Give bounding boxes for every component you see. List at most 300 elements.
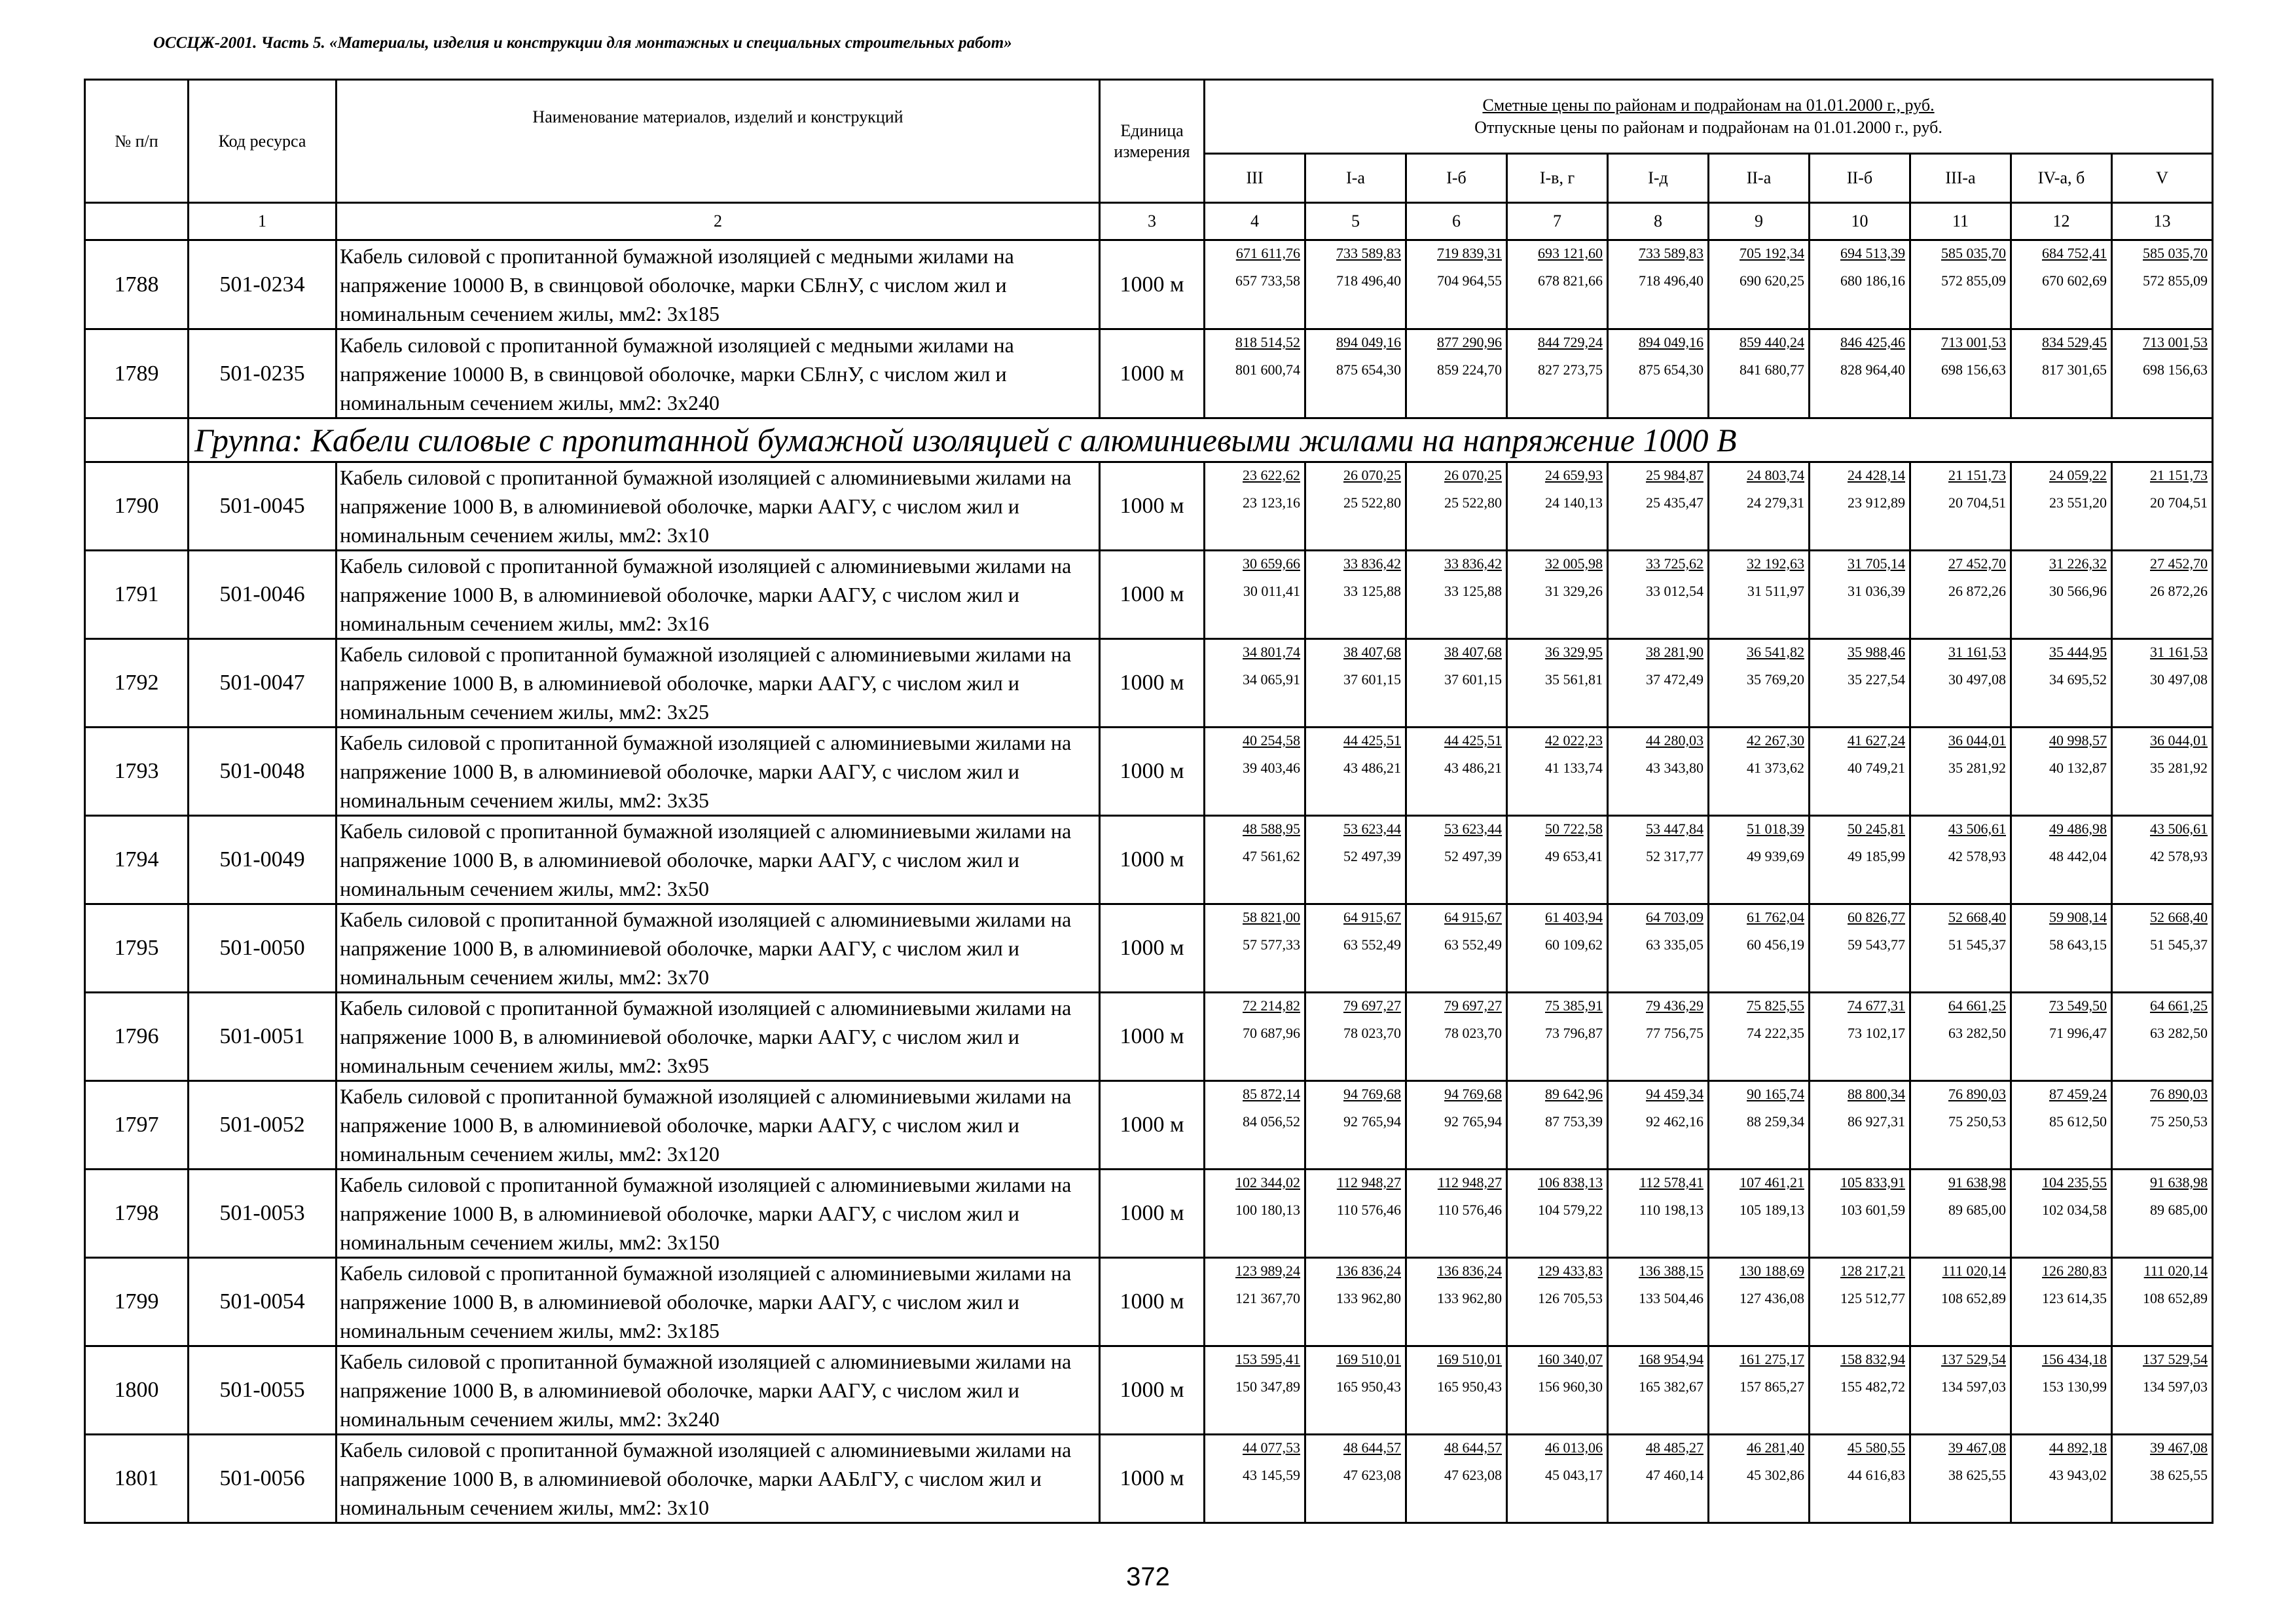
estimate-price: 46 281,40	[1747, 1439, 1804, 1456]
release-price: 47 460,14	[1646, 1467, 1704, 1483]
release-price: 51 545,37	[1948, 936, 2006, 953]
price-cell	[1406, 1170, 1507, 1258]
prices-estimate-title: Сметные цены по районам и подрайонам на 01.01.2000 г., руб.	[1482, 96, 1935, 115]
price-cell	[1810, 240, 1910, 329]
estimate-price: 733 589,83	[1336, 245, 1401, 261]
estimate-price: 44 077,53	[1243, 1439, 1300, 1456]
row-number: 1801	[85, 1435, 189, 1523]
price-cell	[1810, 639, 1910, 728]
price-cell	[1709, 728, 1810, 816]
release-price: 572 855,09	[1941, 272, 2006, 289]
table-row	[85, 816, 2213, 904]
estimate-price: 705 192,34	[1740, 245, 1804, 261]
estimate-price: 112 948,27	[1437, 1174, 1502, 1190]
price-cell	[1709, 462, 1810, 551]
price-cell	[1608, 993, 1709, 1081]
release-price: 718 496,40	[1336, 272, 1401, 289]
price-cell	[1205, 1435, 1305, 1523]
price-cell	[1608, 462, 1709, 551]
estimate-price: 33 836,42	[1343, 555, 1401, 572]
row-number: 1798	[85, 1170, 189, 1258]
price-cell	[2112, 329, 2213, 418]
release-price: 121 367,70	[1235, 1290, 1300, 1306]
price-cell	[1205, 462, 1305, 551]
row-number: 1795	[85, 904, 189, 993]
price-cell	[1608, 329, 1709, 418]
release-price: 92 462,16	[1646, 1113, 1704, 1130]
release-price: 100 180,13	[1235, 1202, 1300, 1218]
group-row	[85, 418, 2213, 462]
release-price: 110 576,46	[1336, 1202, 1401, 1218]
price-cell	[1507, 1081, 1608, 1170]
release-price: 52 497,39	[1444, 848, 1502, 864]
estimate-price: 130 188,69	[1740, 1263, 1804, 1279]
price-cell	[1305, 728, 1406, 816]
release-price: 698 156,63	[1941, 361, 2006, 378]
column-number: 7	[1507, 203, 1608, 240]
price-cell	[2011, 639, 2112, 728]
estimate-price: 24 059,22	[2049, 467, 2107, 483]
estimate-price: 38 407,68	[1343, 644, 1401, 660]
price-cell	[2011, 1170, 2112, 1258]
region-header: I-в, г	[1507, 154, 1608, 203]
estimate-price: 693 121,60	[1538, 245, 1603, 261]
price-cell	[1910, 1258, 2011, 1346]
release-price: 57 577,33	[1243, 936, 1300, 953]
table-row	[85, 639, 2213, 728]
price-cell	[2011, 1081, 2112, 1170]
table-row	[85, 1435, 2213, 1523]
estimate-price: 104 235,55	[2042, 1174, 2107, 1190]
estimate-price: 27 452,70	[1948, 555, 2006, 572]
column-number: 12	[2011, 203, 2112, 240]
unit-of-measure: 1000 м	[1100, 993, 1205, 1081]
estimate-price: 877 290,96	[1437, 334, 1502, 350]
resource-code: 501-0049	[189, 816, 337, 904]
estimate-price: 61 403,94	[1545, 909, 1603, 925]
column-number-row	[85, 203, 2213, 240]
prices-header	[1205, 80, 2213, 154]
release-price: 133 504,46	[1639, 1290, 1704, 1306]
price-cell	[1406, 240, 1507, 329]
region-header: V	[2112, 154, 2213, 203]
price-table	[84, 79, 2214, 1524]
price-cell	[1910, 1346, 2011, 1435]
estimate-price: 33 725,62	[1646, 555, 1704, 572]
estimate-price: 671 611,76	[1235, 245, 1300, 261]
col-header-code: Код ресурса	[189, 80, 337, 203]
row-number: 1789	[85, 329, 189, 418]
release-price: 49 939,69	[1747, 848, 1804, 864]
price-cell	[1910, 462, 2011, 551]
estimate-price: 24 428,14	[1848, 467, 1905, 483]
release-price: 48 442,04	[2049, 848, 2107, 864]
price-cell	[1810, 1081, 1910, 1170]
price-cell	[1507, 551, 1608, 639]
price-cell	[2011, 728, 2112, 816]
region-header: I-д	[1608, 154, 1709, 203]
region-header: III	[1205, 154, 1305, 203]
release-price: 85 612,50	[2049, 1113, 2107, 1130]
price-cell	[2112, 904, 2213, 993]
release-price: 134 597,03	[1941, 1378, 2006, 1395]
estimate-price: 33 836,42	[1444, 555, 1502, 572]
estimate-price: 136 388,15	[1639, 1263, 1704, 1279]
estimate-price: 153 595,41	[1235, 1351, 1300, 1367]
estimate-price: 684 752,41	[2042, 245, 2107, 261]
estimate-price: 156 434,18	[2042, 1351, 2107, 1367]
column-number: 13	[2112, 203, 2213, 240]
unit-of-measure: 1000 м	[1100, 329, 1205, 418]
price-cell	[1507, 462, 1608, 551]
price-cell	[1910, 1081, 2011, 1170]
price-cell	[1305, 639, 1406, 728]
price-cell	[1810, 904, 1910, 993]
release-price: 60 456,19	[1747, 936, 1804, 953]
material-name: Кабель силовой с пропитанной бумажной изоляцией с алюминиевыми жилами на напряжение 1000 В, в алюминиевой оболочке, марки ААГУ, с числом жил и номинальным сечением жилы, мм2: 3x70	[337, 904, 1100, 993]
estimate-price: 23 622,62	[1243, 467, 1300, 483]
estimate-price: 64 915,67	[1343, 909, 1401, 925]
price-cell	[1406, 816, 1507, 904]
price-cell	[1507, 728, 1608, 816]
row-number: 1800	[85, 1346, 189, 1435]
price-cell	[1305, 462, 1406, 551]
estimate-price: 38 281,90	[1646, 644, 1704, 660]
estimate-price: 136 836,24	[1437, 1263, 1502, 1279]
estimate-price: 26 070,25	[1444, 467, 1502, 483]
release-price: 52 497,39	[1343, 848, 1401, 864]
price-cell	[1507, 639, 1608, 728]
resource-code: 501-0234	[189, 240, 337, 329]
release-price: 23 912,89	[1848, 494, 1905, 511]
release-price: 127 436,08	[1740, 1290, 1804, 1306]
estimate-price: 53 623,44	[1444, 821, 1502, 837]
release-price: 63 552,49	[1444, 936, 1502, 953]
release-price: 70 687,96	[1243, 1025, 1300, 1041]
row-number: 1790	[85, 462, 189, 551]
col-header-num: № п/п	[85, 80, 189, 203]
price-cell	[2011, 551, 2112, 639]
price-cell	[2011, 816, 2112, 904]
price-cell	[1709, 993, 1810, 1081]
price-cell	[1810, 551, 1910, 639]
estimate-price: 44 280,03	[1646, 732, 1704, 748]
release-price: 678 821,66	[1538, 272, 1603, 289]
material-name: Кабель силовой с пропитанной бумажной изоляцией с алюминиевыми жилами на напряжение 1000 В, в алюминиевой оболочке, марки ААГУ, с числом жил и номинальным сечением жилы, мм2: 3x16	[337, 551, 1100, 639]
estimate-price: 43 506,61	[2150, 821, 2208, 837]
release-price: 859 224,70	[1437, 361, 1502, 378]
column-number: 5	[1305, 203, 1406, 240]
release-price: 52 317,77	[1646, 848, 1704, 864]
release-price: 51 545,37	[2150, 936, 2208, 953]
price-cell	[1406, 551, 1507, 639]
estimate-price: 64 661,25	[2150, 997, 2208, 1014]
page-number: 372	[1126, 1562, 1170, 1591]
release-price: 43 145,59	[1243, 1467, 1300, 1483]
estimate-price: 36 541,82	[1747, 644, 1804, 660]
row-number: 1791	[85, 551, 189, 639]
estimate-price: 111 020,14	[1942, 1263, 2006, 1279]
material-name: Кабель силовой с пропитанной бумажной изоляцией с алюминиевыми жилами на напряжение 1000 В, в алюминиевой оболочке, марки ААГУ, с числом жил и номинальным сечением жилы, мм2: 3x240	[337, 1346, 1100, 1435]
release-price: 31 329,26	[1545, 583, 1603, 599]
release-price: 39 403,46	[1243, 760, 1300, 776]
estimate-price: 31 161,53	[1948, 644, 2006, 660]
material-name: Кабель силовой с пропитанной бумажной изоляцией с алюминиевыми жилами на напряжение 1000 В, в алюминиевой оболочке, марки ААГУ, с числом жил и номинальным сечением жилы, мм2: 3x10	[337, 462, 1100, 551]
release-price: 43 486,21	[1343, 760, 1401, 776]
region-header: I-а	[1305, 154, 1406, 203]
material-name: Кабель силовой с пропитанной бумажной изоляцией с алюминиевыми жилами на напряжение 1000 В, в алюминиевой оболочке, марки ААГУ, с числом жил и номинальным сечением жилы, мм2: 3x95	[337, 993, 1100, 1081]
release-price: 133 962,80	[1336, 1290, 1401, 1306]
estimate-price: 585 035,70	[1941, 245, 2006, 261]
release-price: 47 623,08	[1444, 1467, 1502, 1483]
group-row-spacer	[85, 418, 189, 462]
table-row	[85, 1258, 2213, 1346]
price-cell	[2011, 1346, 2112, 1435]
column-number: 9	[1709, 203, 1810, 240]
release-price: 30 011,41	[1243, 583, 1300, 599]
price-cell	[1305, 1346, 1406, 1435]
release-price: 42 578,93	[1948, 848, 2006, 864]
table-row	[85, 904, 2213, 993]
price-cell	[2112, 1081, 2213, 1170]
price-cell	[1608, 728, 1709, 816]
price-cell	[1910, 551, 2011, 639]
price-cell	[1810, 329, 1910, 418]
estimate-price: 38 407,68	[1444, 644, 1502, 660]
estimate-price: 160 340,07	[1538, 1351, 1603, 1367]
column-number: 8	[1608, 203, 1709, 240]
estimate-price: 107 461,21	[1740, 1174, 1804, 1190]
release-price: 92 765,94	[1444, 1113, 1502, 1130]
price-cell	[1205, 240, 1305, 329]
price-cell	[1709, 1170, 1810, 1258]
release-price: 125 512,77	[1840, 1290, 1905, 1306]
price-cell	[2011, 1435, 2112, 1523]
estimate-price: 79 697,27	[1444, 997, 1502, 1014]
estimate-price: 31 705,14	[1848, 555, 1905, 572]
column-number: 2	[337, 203, 1100, 240]
estimate-price: 24 803,74	[1747, 467, 1804, 483]
release-price: 71 996,47	[2049, 1025, 2107, 1041]
price-cell	[1910, 904, 2011, 993]
release-price: 670 602,69	[2042, 272, 2107, 289]
price-cell	[1507, 1346, 1608, 1435]
release-price: 23 123,16	[1243, 494, 1300, 511]
estimate-price: 24 659,93	[1545, 467, 1603, 483]
region-header: III-а	[1910, 154, 2011, 203]
estimate-price: 44 425,51	[1444, 732, 1502, 748]
release-price: 35 561,81	[1545, 671, 1603, 688]
price-cell	[1608, 1258, 1709, 1346]
estimate-price: 50 722,58	[1545, 821, 1603, 837]
estimate-price: 48 485,27	[1646, 1439, 1704, 1456]
price-cell	[1709, 551, 1810, 639]
release-price: 43 943,02	[2049, 1467, 2107, 1483]
price-cell	[1507, 1435, 1608, 1523]
estimate-price: 859 440,24	[1740, 334, 1804, 350]
estimate-price: 46 013,06	[1545, 1439, 1603, 1456]
release-price: 43 343,80	[1646, 760, 1704, 776]
material-name: Кабель силовой с пропитанной бумажной изоляцией с медными жилами на напряжение 10000 В, в свинцовой оболочке, марки СБлнУ, с числом жил и номинальным сечением жилы, мм2: 3x240	[337, 329, 1100, 418]
price-cell	[1205, 816, 1305, 904]
release-price: 30 566,96	[2049, 583, 2107, 599]
release-price: 841 680,77	[1740, 361, 1804, 378]
material-name: Кабель силовой с пропитанной бумажной изоляцией с алюминиевыми жилами на напряжение 1000 В, в алюминиевой оболочке, марки ААГУ, с числом жил и номинальным сечением жилы, мм2: 3x35	[337, 728, 1100, 816]
estimate-price: 169 510,01	[1437, 1351, 1502, 1367]
material-name: Кабель силовой с пропитанной бумажной изоляцией с алюминиевыми жилами на напряжение 1000 В, в алюминиевой оболочке, марки ААГУ, с числом жил и номинальным сечением жилы, мм2: 3x150	[337, 1170, 1100, 1258]
price-cell	[1205, 639, 1305, 728]
table-row	[85, 240, 2213, 329]
price-cell	[1709, 639, 1810, 728]
column-number: 6	[1406, 203, 1507, 240]
unit-of-measure: 1000 м	[1100, 1258, 1205, 1346]
column-number: 10	[1810, 203, 1910, 240]
prices-release-title: Отпускные цены по районам и подрайонам на 01.01.2000 г., руб.	[1474, 118, 1942, 137]
estimate-price: 64 915,67	[1444, 909, 1502, 925]
release-price: 88 259,34	[1747, 1113, 1804, 1130]
release-price: 34 695,52	[2049, 671, 2107, 688]
release-price: 801 600,74	[1235, 361, 1300, 378]
release-price: 165 382,67	[1639, 1378, 1704, 1395]
price-cell	[2011, 240, 2112, 329]
group-label: Группа: Кабели силовые с пропитанной бумажной изоляцией с алюминиевыми жилами на напряжение 1000 В	[189, 418, 2213, 462]
price-cell	[1406, 993, 1507, 1081]
release-price: 26 872,26	[1948, 583, 2006, 599]
price-cell	[1608, 551, 1709, 639]
estimate-price: 40 998,57	[2049, 732, 2107, 748]
price-cell	[1810, 993, 1910, 1081]
price-cell	[1608, 904, 1709, 993]
release-price: 73 796,87	[1545, 1025, 1603, 1041]
estimate-price: 53 447,84	[1646, 821, 1704, 837]
material-name: Кабель силовой с пропитанной бумажной изоляцией с медными жилами на напряжение 10000 В, в свинцовой оболочке, марки СБлнУ, с числом жил и номинальным сечением жилы, мм2: 3x185	[337, 240, 1100, 329]
row-number: 1794	[85, 816, 189, 904]
release-price: 33 125,88	[1343, 583, 1401, 599]
price-cell	[1507, 816, 1608, 904]
release-price: 657 733,58	[1235, 272, 1300, 289]
estimate-price: 91 638,98	[1948, 1174, 2006, 1190]
price-cell	[2112, 993, 2213, 1081]
estimate-price: 53 623,44	[1343, 821, 1401, 837]
release-price: 35 281,92	[1948, 760, 2006, 776]
resource-code: 501-0052	[189, 1081, 337, 1170]
estimate-price: 50 245,81	[1848, 821, 1905, 837]
release-price: 698 156,63	[2143, 361, 2208, 378]
estimate-price: 35 444,95	[2049, 644, 2107, 660]
price-cell	[1910, 1170, 2011, 1258]
estimate-price: 585 035,70	[2143, 245, 2208, 261]
release-price: 84 056,52	[1243, 1113, 1300, 1130]
release-price: 104 579,22	[1538, 1202, 1603, 1218]
release-price: 102 034,58	[2042, 1202, 2107, 1218]
price-cell	[1406, 639, 1507, 728]
estimate-price: 42 022,23	[1545, 732, 1603, 748]
price-cell	[1810, 462, 1910, 551]
price-cell	[1910, 816, 2011, 904]
row-number: 1797	[85, 1081, 189, 1170]
estimate-price: 733 589,83	[1639, 245, 1704, 261]
price-cell	[1709, 1346, 1810, 1435]
release-price: 30 497,08	[1948, 671, 2006, 688]
release-price: 92 765,94	[1343, 1113, 1401, 1130]
price-cell	[1406, 1346, 1507, 1435]
unit-of-measure: 1000 м	[1100, 1435, 1205, 1523]
resource-code: 501-0048	[189, 728, 337, 816]
release-price: 78 023,70	[1444, 1025, 1502, 1041]
row-number: 1788	[85, 240, 189, 329]
estimate-price: 30 659,66	[1243, 555, 1300, 572]
price-cell	[1205, 993, 1305, 1081]
price-cell	[1305, 1081, 1406, 1170]
column-number-empty	[85, 203, 189, 240]
price-cell	[1608, 1170, 1709, 1258]
release-price: 155 482,72	[1840, 1378, 1905, 1395]
estimate-price: 45 580,55	[1848, 1439, 1905, 1456]
estimate-price: 59 908,14	[2049, 909, 2107, 925]
release-price: 75 250,53	[1948, 1113, 2006, 1130]
region-header: I-б	[1406, 154, 1507, 203]
price-cell	[2112, 816, 2213, 904]
release-price: 33 125,88	[1444, 583, 1502, 599]
estimate-price: 64 661,25	[1948, 997, 2006, 1014]
price-cell	[2112, 639, 2213, 728]
estimate-price: 73 549,50	[2049, 997, 2107, 1014]
estimate-price: 111 020,14	[2143, 1263, 2208, 1279]
table-row	[85, 728, 2213, 816]
price-cell	[1205, 329, 1305, 418]
price-cell	[2112, 551, 2213, 639]
unit-of-measure: 1000 м	[1100, 462, 1205, 551]
estimate-price: 126 280,83	[2042, 1263, 2107, 1279]
price-cell	[1709, 329, 1810, 418]
release-price: 827 273,75	[1538, 361, 1603, 378]
release-price: 44 616,83	[1848, 1467, 1905, 1483]
estimate-price: 58 821,00	[1243, 909, 1300, 925]
release-price: 572 855,09	[2143, 272, 2208, 289]
unit-of-measure: 1000 м	[1100, 1081, 1205, 1170]
release-price: 875 654,30	[1336, 361, 1401, 378]
release-price: 59 543,77	[1848, 936, 1905, 953]
price-cell	[1810, 1346, 1910, 1435]
estimate-price: 128 217,21	[1840, 1263, 1905, 1279]
estimate-price: 89 642,96	[1545, 1086, 1603, 1102]
col-header-unit: Единица измерения	[1100, 80, 1205, 203]
material-name: Кабель силовой с пропитанной бумажной изоляцией с алюминиевыми жилами на напряжение 1000 В, в алюминиевой оболочке, марки ААГУ, с числом жил и номинальным сечением жилы, мм2: 3x185	[337, 1258, 1100, 1346]
unit-of-measure: 1000 м	[1100, 728, 1205, 816]
price-cell	[1305, 993, 1406, 1081]
estimate-price: 40 254,58	[1243, 732, 1300, 748]
release-price: 103 601,59	[1840, 1202, 1905, 1218]
release-price: 63 282,50	[2150, 1025, 2208, 1041]
estimate-price: 88 800,34	[1848, 1086, 1905, 1102]
estimate-price: 91 638,98	[2150, 1174, 2208, 1190]
price-cell	[1910, 639, 2011, 728]
estimate-price: 75 825,55	[1747, 997, 1804, 1014]
estimate-price: 123 989,24	[1235, 1263, 1300, 1279]
price-cell	[1709, 1081, 1810, 1170]
release-price: 153 130,99	[2042, 1378, 2107, 1395]
price-cell	[1810, 728, 1910, 816]
release-price: 150 347,89	[1235, 1378, 1300, 1395]
price-cell	[1608, 816, 1709, 904]
column-number: 4	[1205, 203, 1305, 240]
release-price: 30 497,08	[2150, 671, 2208, 688]
estimate-price: 105 833,91	[1840, 1174, 1905, 1190]
release-price: 35 769,20	[1747, 671, 1804, 688]
estimate-price: 44 425,51	[1343, 732, 1401, 748]
material-name: Кабель силовой с пропитанной бумажной изоляцией с алюминиевыми жилами на напряжение 1000 В, в алюминиевой оболочке, марки ААГУ, с числом жил и номинальным сечением жилы, мм2: 3x50	[337, 816, 1100, 904]
price-cell	[1810, 1258, 1910, 1346]
